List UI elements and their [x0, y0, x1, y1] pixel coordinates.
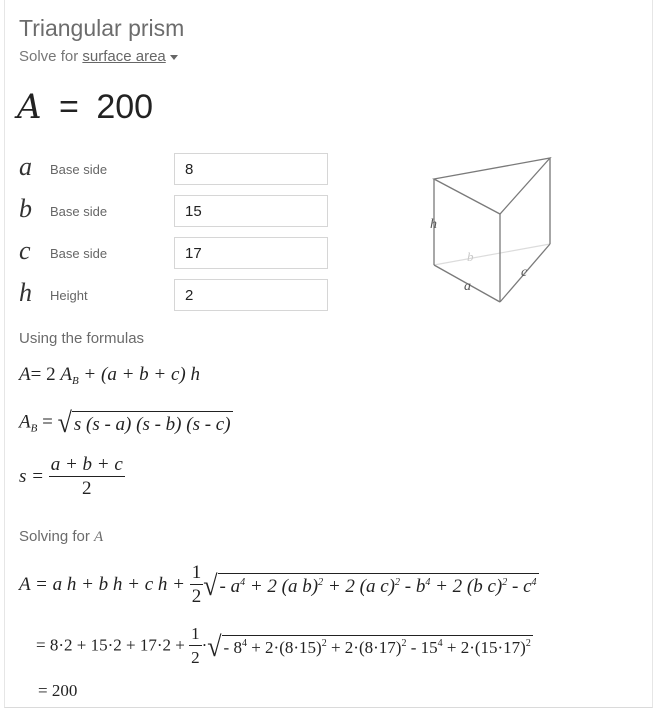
radicand-term: + 2 (b c): [430, 576, 503, 597]
exponent: 2: [525, 638, 531, 649]
sol2-num: 1: [189, 623, 202, 646]
sol1-den: 2: [191, 586, 202, 607]
exponent: 4: [531, 577, 537, 588]
variable-c: c: [19, 236, 31, 265]
radicand-term: + 2 (a c): [323, 576, 395, 597]
f1-lhs: A: [19, 364, 31, 385]
diagram-label-h: h: [430, 217, 437, 232]
label-a: Base side: [50, 162, 108, 177]
solution-line-2: [36, 623, 533, 670]
result-variable: A: [17, 87, 42, 127]
result-value: 200: [96, 88, 154, 126]
exponent: 2: [401, 638, 407, 649]
exponent: 2: [318, 577, 324, 588]
solution-result: = 200: [38, 681, 78, 700]
prism-diagram: [420, 150, 570, 315]
label-h: Height: [50, 288, 88, 303]
solve-for-option[interactable]: surface area: [82, 48, 166, 65]
formula-surface-area: [19, 364, 200, 387]
f1-rhs-b: + (a + b + c) h: [78, 364, 200, 385]
exponent: 4: [241, 638, 247, 649]
f2-radicand: s (s - a) (s - b) (s - c): [72, 411, 233, 436]
solving-var: A: [94, 529, 104, 545]
radicand-term: - b: [400, 576, 426, 597]
hidden-edge: [434, 244, 550, 265]
variable-a: a: [19, 152, 32, 181]
solving-heading: [19, 528, 103, 546]
sol2-den: 2: [191, 648, 200, 667]
fraction: [189, 623, 202, 670]
formula-semiperimeter: [19, 454, 125, 501]
result: [17, 87, 153, 127]
exponent: 2: [502, 577, 508, 588]
variable-b: b: [19, 194, 32, 223]
radicand-term: + 2·(8·17): [326, 638, 402, 657]
result-equals: =: [59, 88, 79, 126]
radical-sign: √: [203, 569, 218, 601]
sol1-lhs: A = a h + b h + c h +: [19, 573, 190, 595]
f3-den: 2: [82, 478, 92, 499]
diagram-label-b: b: [467, 249, 474, 264]
sol2-dot: ·: [201, 635, 208, 655]
label-c: Base side: [50, 246, 108, 261]
radicand-term: + 2·(15·17): [442, 638, 526, 657]
radicand-term: - 15: [406, 638, 438, 657]
exponent: 4: [437, 638, 443, 649]
solution-line-1: [19, 562, 539, 609]
base-side-c-input[interactable]: [174, 237, 328, 269]
variable-h: h: [19, 278, 32, 307]
f3-lhs: s =: [19, 465, 49, 487]
solve-for: [19, 48, 178, 65]
fraction: [190, 562, 204, 609]
radicand-term: + 2·(8·15): [246, 638, 322, 657]
page-title: Triangular prism: [19, 15, 185, 41]
radicand-term: - a: [219, 576, 241, 597]
radicand-term: - c: [507, 576, 532, 597]
label-b: Base side: [50, 204, 108, 219]
radicand-term: + 2 (a b): [245, 576, 319, 597]
base-side-a-input[interactable]: [174, 153, 328, 185]
radical-sign: √: [57, 406, 72, 439]
base-side-b-input[interactable]: [174, 195, 328, 227]
radical-sign: √: [207, 630, 222, 662]
sol2-lhs: = 8·2 + 15·2 + 17·2 +: [36, 635, 190, 655]
diagram-label-a: a: [464, 279, 471, 294]
f1-ab-sub: B: [71, 375, 79, 387]
formula-base-area: [19, 408, 233, 438]
f2-lhs-sub: B: [30, 422, 38, 435]
sol1-num: 1: [191, 562, 202, 583]
exponent: 2: [395, 577, 400, 588]
solving-prefix: Solving for: [19, 528, 95, 545]
square-root: [203, 571, 538, 601]
solve-for-prefix: Solve for: [19, 48, 79, 65]
chevron-down-icon[interactable]: [170, 55, 178, 60]
f2-eq: =: [37, 411, 58, 433]
formulas-heading: Using the formulas: [19, 330, 145, 347]
exponent: 4: [425, 577, 431, 588]
top-face: [434, 158, 550, 214]
f1-rhs-a: = 2: [30, 364, 61, 385]
exponent: 4: [240, 577, 246, 588]
fraction: [49, 454, 125, 501]
f1-ab: A: [60, 364, 72, 385]
radicand-term: - 8: [223, 638, 242, 657]
sol1-radicand: [218, 573, 539, 598]
square-root: [207, 632, 533, 662]
f2-lhs: A: [19, 411, 31, 433]
exponent: 2: [321, 638, 327, 649]
sol2-radicand: [222, 635, 533, 658]
visible-edges: [434, 158, 550, 302]
square-root: [58, 408, 233, 438]
solve-for-dropdown[interactable]: [82, 48, 177, 65]
diagram-label-c: c: [521, 265, 528, 280]
f3-num: a + b + c: [50, 454, 123, 475]
height-h-input[interactable]: [174, 279, 328, 311]
hidden-edges: [434, 158, 550, 265]
